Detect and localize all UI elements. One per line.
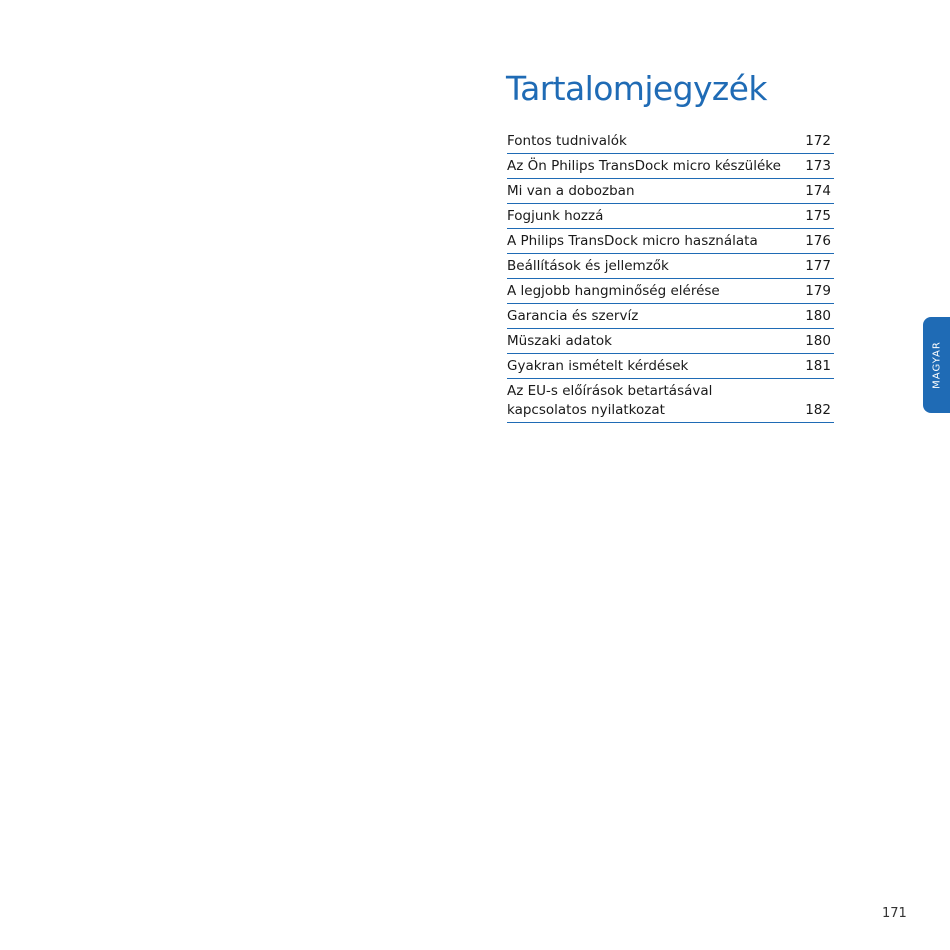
toc-entry-page: 177 <box>805 258 831 274</box>
toc-entry-label: Mi van a dobozban <box>507 183 635 199</box>
toc-entry-label: A legjobb hangminőség elérése <box>507 283 720 299</box>
toc-entry-page: 172 <box>805 133 831 149</box>
table-of-contents <box>507 129 834 423</box>
toc-entry-garancia[interactable] <box>507 304 834 329</box>
toc-entry-page: 180 <box>805 308 831 324</box>
page-title: Tartalomjegyzék <box>506 69 767 108</box>
toc-entry-page: 180 <box>805 333 831 349</box>
toc-entry-fontos-tudnivalok[interactable] <box>507 129 834 154</box>
toc-entry-dobozban[interactable] <box>507 179 834 204</box>
toc-entry-page: 182 <box>805 402 831 418</box>
toc-entry-page: 174 <box>805 183 831 199</box>
toc-entry-label: Fogjunk hozzá <box>507 208 604 224</box>
toc-entry-label: A Philips TransDock micro használata <box>507 233 758 249</box>
toc-entry-label: Az Ön Philips TransDock micro készüléke <box>507 158 781 174</box>
toc-entry-muszaki-adatok[interactable] <box>507 329 834 354</box>
toc-entry-page: 181 <box>805 358 831 374</box>
toc-entry-label: Garancia és szervíz <box>507 308 639 324</box>
toc-entry-label: Müszaki adatok <box>507 333 612 349</box>
toc-entry-fogjunk-hozza[interactable] <box>507 204 834 229</box>
toc-entry-page: 173 <box>805 158 831 174</box>
toc-entry-gyik[interactable] <box>507 354 834 379</box>
toc-entry-beallitasok[interactable] <box>507 254 834 279</box>
toc-entry-keszulek[interactable] <box>507 154 834 179</box>
toc-entry-eu-nyilatkozat[interactable] <box>507 379 834 423</box>
toc-entry-label: Az EU-s előírások betartásával kapcsolatos nyilatkozat <box>507 383 713 418</box>
page-number: 171 <box>882 906 907 921</box>
toc-entry-hangminoseg[interactable] <box>507 279 834 304</box>
toc-entry-page: 179 <box>805 283 831 299</box>
toc-entry-label: Beállítások és jellemzők <box>507 258 669 274</box>
toc-entry-hasznalata[interactable] <box>507 229 834 254</box>
toc-entry-page: 175 <box>805 208 831 224</box>
language-tab-label: MAGYAR <box>931 341 943 389</box>
toc-entry-label: Gyakran ismételt kérdések <box>507 358 689 374</box>
toc-entry-label: Fontos tudnivalók <box>507 133 627 149</box>
toc-entry-page: 176 <box>805 233 831 249</box>
